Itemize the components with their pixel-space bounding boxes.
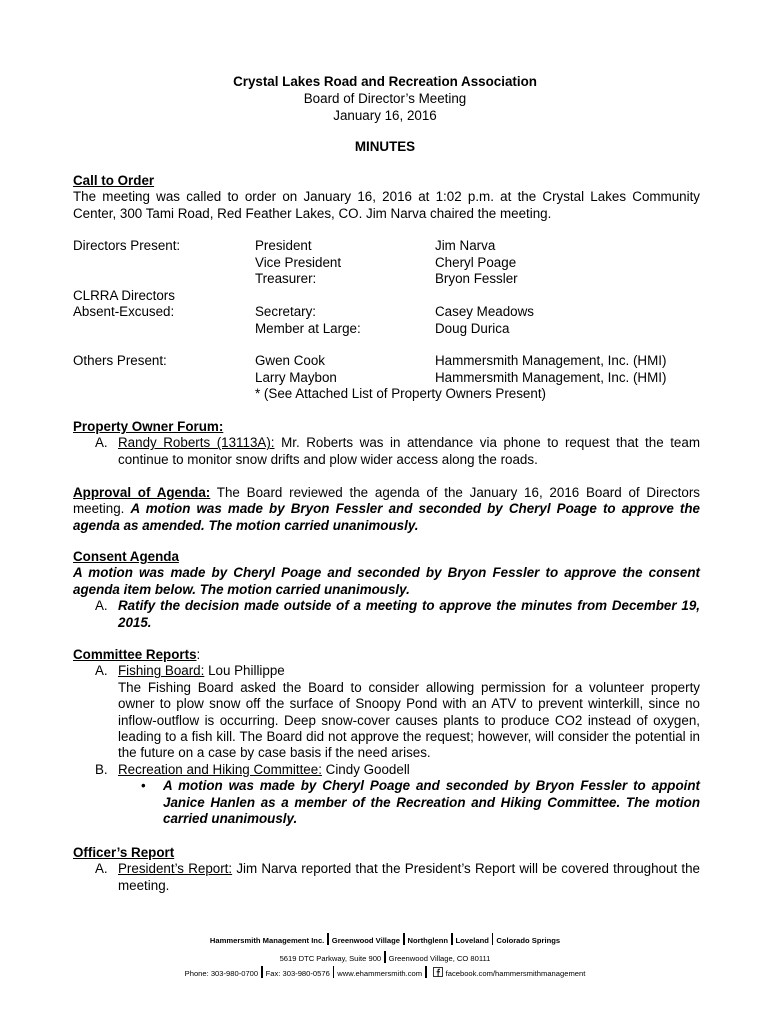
director-name: Bryon Fessler: [435, 271, 518, 286]
meeting-date: January 16, 2016: [333, 108, 437, 123]
call-to-order-section: [73, 173, 700, 222]
forum-item-text: Mr. Roberts was in attendance via phone to request that the team continue to monitor snow drifts and plow wider access along the roads.: [118, 435, 700, 467]
absent-role: Secretary:: [255, 304, 317, 319]
footer-separator: [403, 933, 405, 945]
list-item: [73, 435, 700, 468]
list-marker: A.: [95, 435, 108, 451]
fishing-board-person: Lou Phillippe: [204, 663, 285, 679]
director-name: Cheryl Poage: [435, 255, 517, 270]
footer-fax: Fax: 303-980-0576: [265, 969, 330, 978]
director-role: President: [255, 238, 312, 253]
list-item: [73, 598, 700, 631]
meeting-title: Board of Director’s Meeting: [303, 91, 467, 106]
fishing-board-label: Fishing Board:: [118, 663, 205, 679]
recreation-committee-person: Cindy Goodell: [321, 761, 410, 777]
footer-phone: Phone: 303-980-0700: [184, 969, 259, 978]
absent-role: Member at Large:: [255, 321, 361, 336]
committee-heading: Committee Reports: [73, 647, 197, 662]
owner-name: Randy Roberts (13113A):: [118, 435, 275, 451]
approval-of-agenda-section: [73, 485, 700, 534]
footer-website-link[interactable]: www.ehammersmith.com: [337, 969, 423, 978]
director-role: Treasurer:: [255, 271, 317, 286]
consent-heading: Consent Agenda: [73, 549, 179, 564]
presidents-report-text: Jim Narva reported that the President’s Report will be covered throughout the meeting.: [118, 861, 700, 893]
agenda-text: The Board reviewed the agenda of the January 16, 2016 Board of Directors meeting.: [73, 485, 700, 517]
absent-name: Casey Meadows: [435, 304, 534, 319]
property-owner-forum-section: [73, 419, 700, 468]
footer-separator: [451, 933, 453, 945]
committee-reports-section: [73, 647, 700, 827]
document-header: [0, 73, 770, 155]
list-item: [73, 861, 700, 894]
footer-separator: [261, 966, 263, 978]
other-affiliation: Hammersmith Management, Inc. (HMI): [435, 353, 667, 368]
footer-address: 5619 DTC Parkway, Suite 900: [279, 954, 382, 963]
officers-report-section: [73, 845, 700, 894]
footer-address: Greenwood Village, CO 80111: [388, 954, 491, 963]
absent-name: Doug Durica: [435, 321, 510, 336]
directors-present-label: Directors Present:: [73, 238, 181, 253]
bullet-marker: •: [141, 778, 146, 794]
consent-motion: A motion was made by Cheryl Poage and seconded by Bryon Fessler to approve the consent agenda item below. The motion carried unanimously.: [73, 565, 700, 597]
other-affiliation: Hammersmith Management, Inc. (HMI): [435, 370, 667, 385]
director-name: Jim Narva: [435, 238, 496, 253]
footer-separator: [327, 933, 329, 945]
footer-separator: [425, 966, 427, 978]
footer-offices-line: [0, 933, 770, 946]
footer-location: Northglenn: [407, 936, 449, 945]
list-marker: A.: [95, 598, 108, 614]
minutes-title: MINUTES: [354, 139, 416, 154]
absent-label: CLRRA Directors: [73, 288, 175, 303]
footer-separator: [333, 966, 335, 978]
recreation-committee-label: Recreation and Hiking Committee:: [118, 761, 322, 777]
agenda-heading: Approval of Agenda:: [73, 485, 211, 500]
footer-location: Greenwood Village: [331, 936, 401, 945]
consent-agenda-section: [73, 549, 700, 631]
footer-separator: [384, 951, 386, 963]
director-role: Vice President: [255, 255, 342, 270]
presidents-report-label: President’s Report:: [118, 861, 233, 877]
agenda-motion: A motion was made by Bryon Fessler and seconded by Cheryl Poage to approve the agenda as amended. The motion carried unanimously.: [73, 501, 700, 533]
footer-company: Hammersmith Management Inc.: [209, 936, 325, 945]
footer-separator: [492, 933, 494, 945]
call-to-order-text: The meeting was called to order on January 16, 2016 at 1:02 p.m. at the Crystal Lakes Community Center, 300 Tami Road, Red Feather Lakes, CO. Jim Narva chaired the meeting.: [73, 189, 700, 221]
fishing-board-text: The Fishing Board asked the Board to consider allowing permission for a volunteer property owner to plow snow off the surface of Snoopy Pond with an ATV to prevent winterkill, since no inflow-outflow is occurring. Deep snow-cover causes plants to produce CO2 instead of oxygen, leading to a fish kill. The Board did not approve the request; however, will consider the potential in the future on a case by case basis if the need arises.: [118, 679, 700, 761]
footer-location: Colorado Springs: [496, 936, 561, 945]
org-title: Crystal Lakes Road and Recreation Association: [233, 74, 537, 89]
property-owners-note: * (See Attached List of Property Owners Present): [255, 386, 547, 401]
absent-label: Absent-Excused:: [73, 304, 175, 319]
footer-location: Loveland: [455, 936, 489, 945]
list-item: [73, 762, 700, 778]
list-item: [73, 778, 700, 827]
list-item: [73, 663, 700, 761]
recreation-motion: A motion was made by Cheryl Poage and seconded by Bryon Fessler to appoint Janice Hanlen as a member of the Recreation and Hiking Committee. The motion carried unanimously.: [163, 778, 700, 827]
facebook-icon: [433, 967, 443, 977]
list-marker: A.: [95, 861, 108, 877]
consent-item-text: Ratify the decision made outside of a meeting to approve the minutes from December 19, 2015.: [118, 598, 700, 630]
call-to-order-heading: Call to Order: [73, 173, 155, 188]
other-person: Gwen Cook: [255, 353, 325, 368]
footer-contact-line: [0, 966, 770, 979]
list-marker: A.: [95, 663, 108, 679]
forum-heading: Property Owner Forum:: [73, 419, 224, 434]
list-marker: B.: [95, 761, 108, 777]
other-person: Larry Maybon: [255, 370, 337, 385]
committee-heading-colon: :: [196, 647, 201, 662]
footer-address-line: [0, 951, 770, 964]
footer-facebook-link[interactable]: facebook.com/hammersmithmanagement: [445, 969, 586, 978]
others-present-label: Others Present:: [73, 353, 167, 368]
officer-heading: Officer’s Report: [73, 845, 175, 860]
